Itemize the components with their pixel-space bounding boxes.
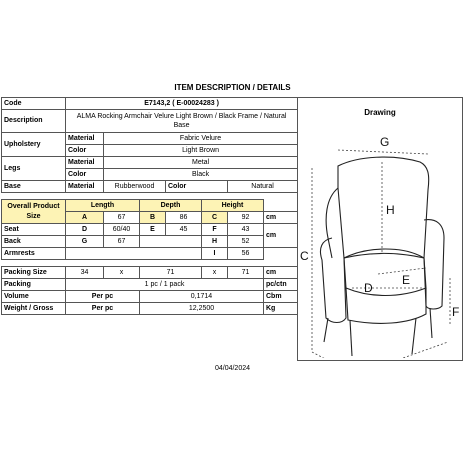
label-c: C: [300, 249, 309, 263]
volume-value: 0,1714: [140, 291, 264, 303]
upholstery-label: Upholstery: [2, 133, 66, 157]
chair-wing-left: [326, 188, 338, 258]
seat-d-letter: D: [66, 224, 104, 236]
packing-size-unit: cm: [264, 267, 298, 279]
chair-back-outline: [338, 157, 429, 258]
armrests-label: Armrests: [2, 248, 66, 260]
packing-size-x1: x: [104, 267, 140, 279]
drawing-title: Drawing: [364, 108, 396, 117]
spec-table: [1, 97, 298, 315]
overall-b-letter: B: [140, 212, 166, 224]
description-value: ALMA Rocking Armchair Velure Light Brown / Black Frame / Natural Base: [66, 110, 298, 133]
overall-c-letter: C: [202, 212, 228, 224]
chair-arm-left: [320, 238, 346, 323]
label-d: D: [364, 281, 373, 295]
code-row: [2, 98, 298, 110]
seat-label: Seat: [2, 224, 66, 236]
volume-per: Per pc: [66, 291, 140, 303]
seat-row: [2, 224, 298, 236]
overall-header-row: [2, 200, 298, 212]
volume-label: Volume: [2, 291, 66, 303]
base-label: Base: [2, 181, 66, 193]
packing-size-label: Packing Size: [2, 267, 66, 279]
packing-value: 1 pc / 1 pack: [66, 279, 264, 291]
back-h-letter: H: [202, 236, 228, 248]
chair-arm-right: [424, 220, 444, 309]
label-h: H: [386, 203, 395, 217]
seat-d-value: 60/40: [104, 224, 140, 236]
upholstery-color-label: Color: [66, 145, 104, 157]
packing-size-1: 34: [66, 267, 104, 279]
armchair-drawing: [298, 128, 462, 358]
volume-row: [2, 291, 298, 303]
seat-e-value: 45: [166, 224, 202, 236]
packing-label: Packing: [2, 279, 66, 291]
seat-f-value: 43: [228, 224, 264, 236]
armrests-i-value: 56: [228, 248, 264, 260]
length-header: Length: [66, 200, 140, 212]
back-row: [2, 236, 298, 248]
footer-date: 04/04/2024: [214, 365, 251, 372]
legs-material: Metal: [104, 157, 298, 169]
overall-b-value: 86: [166, 212, 202, 224]
weight-per: Per pc: [66, 303, 140, 315]
seat-back-unit: cm: [264, 224, 298, 248]
chair-leg-rear-left: [324, 318, 328, 342]
upholstery-color: Light Brown: [104, 145, 298, 157]
upholstery-material: Fabric Velure: [104, 133, 298, 145]
packing-size-x2: x: [202, 267, 228, 279]
seat-e-letter: E: [140, 224, 166, 236]
legs-label: Legs: [2, 157, 66, 181]
chair-front-base: [346, 288, 426, 323]
label-e: E: [402, 273, 411, 287]
upholstery-material-row: [2, 133, 298, 145]
weight-label: Weight / Gross: [2, 303, 66, 315]
drawing-panel: [297, 97, 463, 361]
armrests-i-letter: I: [202, 248, 228, 260]
legs-color: Black: [104, 169, 298, 181]
overall-c-value: 92: [228, 212, 264, 224]
back-label: Back: [2, 236, 66, 248]
packing-unit: pc/ctn: [264, 279, 298, 291]
legs-material-label: Material: [66, 157, 104, 169]
base-color: Natural: [228, 181, 298, 193]
legs-color-label: Color: [66, 169, 104, 181]
overall-a-value: 67: [104, 212, 140, 224]
chair-leg-front-right: [412, 318, 416, 354]
base-material: Rubberwood: [104, 181, 166, 193]
upholstery-material-label: Material: [66, 133, 104, 145]
back-g-letter: G: [66, 236, 104, 248]
weight-value: 12,2500: [140, 303, 264, 315]
label-g: G: [380, 135, 390, 149]
code-value: E7143,2 ( E-00024283 ): [66, 98, 298, 110]
height-header: Height: [202, 200, 264, 212]
description-row: [2, 110, 298, 133]
dim-line-b: [312, 352, 354, 358]
armrests-row: [2, 248, 298, 260]
back-h-value: 52: [228, 236, 264, 248]
overall-label: Overall Product Size: [2, 200, 66, 224]
packing-size-2: 71: [140, 267, 202, 279]
description-label: Description: [2, 110, 66, 133]
base-material-label: Material: [66, 181, 104, 193]
seat-f-letter: F: [202, 224, 228, 236]
back-g-value: 67: [104, 236, 140, 248]
weight-unit: Kg: [264, 303, 298, 315]
label-f: F: [452, 305, 460, 319]
base-color-label: Color: [166, 181, 228, 193]
volume-unit: Cbm: [264, 291, 298, 303]
dim-line-g: [338, 150, 428, 154]
sheet-title: ITEM DESCRIPTION / DETAILS: [174, 83, 291, 92]
overall-unit: cm: [264, 212, 298, 224]
chair-leg-back: [430, 308, 432, 338]
weight-row: [2, 303, 298, 315]
overall-a-letter: A: [66, 212, 104, 224]
packing-size-3: 71: [228, 267, 264, 279]
packing-row: [2, 279, 298, 291]
dim-line-a: [358, 342, 448, 358]
depth-header: Depth: [140, 200, 202, 212]
packing-size-row: [2, 267, 298, 279]
code-label: Code: [2, 98, 66, 110]
base-row: [2, 181, 298, 193]
spec-sheet: [0, 80, 465, 380]
chair-leg-front-left: [350, 320, 352, 356]
legs-material-row: [2, 157, 298, 169]
